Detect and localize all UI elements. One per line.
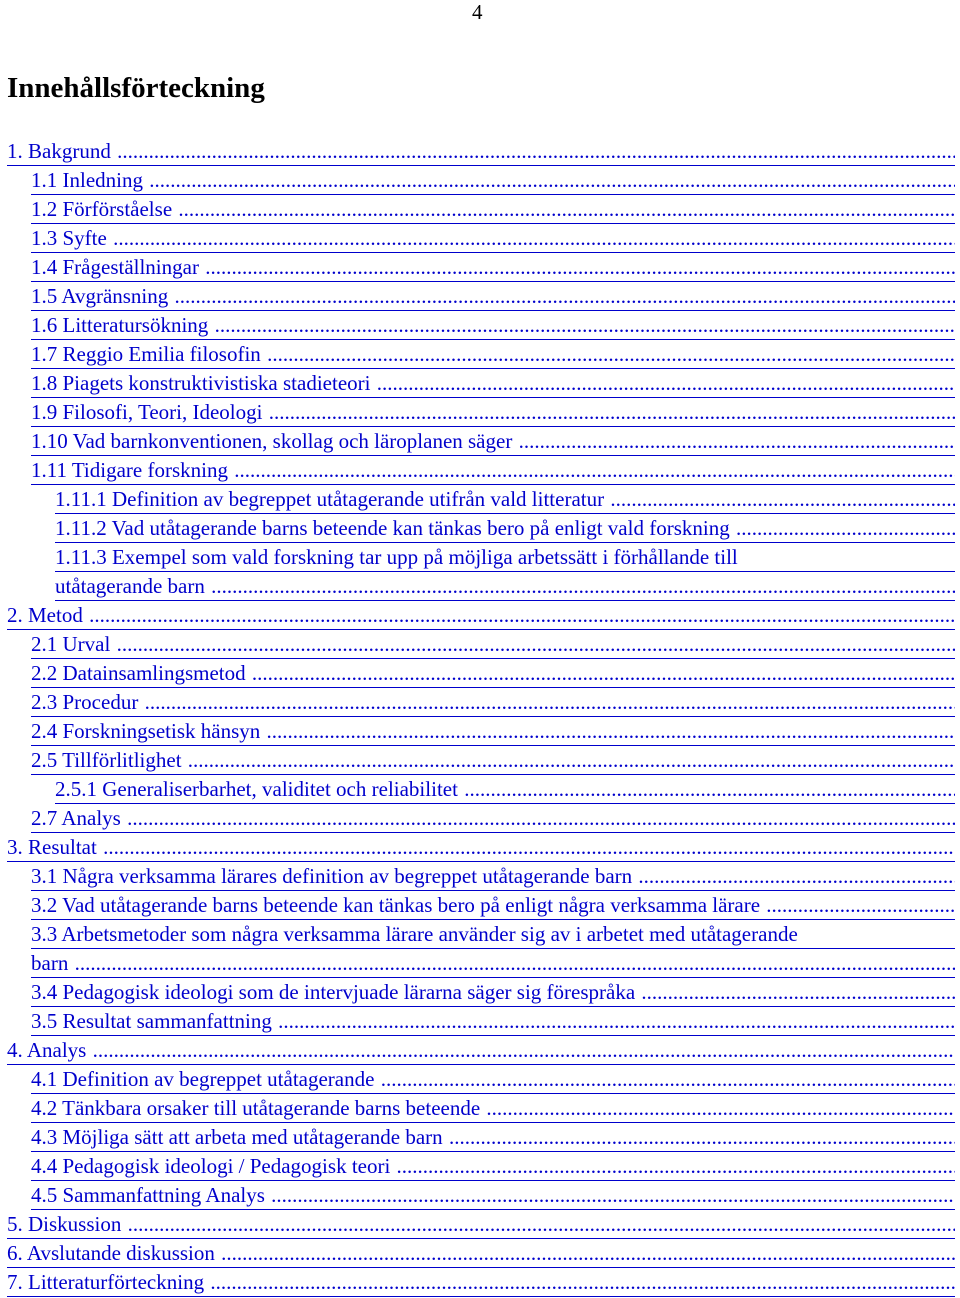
toc-entry-label: 1.6 Litteratursökning (31, 313, 209, 337)
toc-entry-label: 1.10 Vad barnkonventionen, skollag och läroplanen säger (31, 429, 513, 453)
page-number: 4 (472, 0, 483, 24)
toc-entry[interactable] (31, 1094, 955, 1123)
toc-entry-label: 2.5 Tillförlitlighet (31, 748, 182, 772)
toc-entry-label: 4.1 Definition av begreppet utåtagerande (31, 1067, 375, 1091)
toc-entry-label: 2.4 Forskningsetisk hänsyn (31, 719, 261, 743)
toc-entry[interactable] (55, 543, 955, 601)
toc-entry-label: 2.1 Urval (31, 632, 111, 656)
toc-entry[interactable] (31, 253, 955, 282)
toc-entry-label: 3. Resultat (7, 835, 97, 859)
toc-entry-label: 4.5 Sammanfattning Analys (31, 1183, 265, 1207)
toc-entry[interactable] (31, 311, 955, 340)
toc-entry-label: 2.2 Datainsamlingsmetod (31, 661, 246, 685)
toc-entry[interactable] (31, 804, 955, 833)
toc-entry[interactable] (7, 833, 955, 862)
toc-entry-label: 4.3 Möjliga sätt att arbeta med utåtagerande barn (31, 1125, 443, 1149)
toc-entry-label: 1. Bakgrund (7, 139, 111, 163)
toc-entry-label: 3.4 Pedagogisk ideologi som de intervjuade lärarna säger sig förespråka (31, 980, 636, 1004)
toc-entry[interactable] (55, 775, 955, 804)
toc-entry-label: 3.2 Vad utåtagerande barns beteende kan tänkas bero på enligt några verksamma lärare (31, 893, 761, 917)
toc-entry-label: 4. Analys (7, 1038, 87, 1062)
toc-entry[interactable] (31, 1007, 955, 1036)
toc-entry[interactable] (31, 688, 955, 717)
toc-entry[interactable] (31, 659, 955, 688)
toc-entry-label: 1.11.1 Definition av begreppet utåtagerande utifrån vald litteratur (55, 487, 605, 511)
toc-entry[interactable] (55, 485, 955, 514)
toc-entry[interactable] (31, 340, 955, 369)
toc-entry[interactable] (31, 1065, 955, 1094)
toc-entry-label: 2.5.1 Generaliserbarhet, validitet och reliabilitet (55, 777, 458, 801)
toc-entry[interactable] (7, 1268, 955, 1297)
toc-entry-label: 1.9 Filosofi, Teori, Ideologi (31, 400, 263, 424)
toc-entry-label: 6. Avslutande diskussion (7, 1241, 215, 1265)
toc-entry-label: 3.3 Arbetsmetoder som några verksamma lärare använder sig av i arbetet med utåtagerande (31, 922, 798, 946)
toc-entry[interactable] (31, 427, 955, 456)
toc-entry-label: 5. Diskussion (7, 1212, 122, 1236)
page-title: Innehållsförteckning (7, 72, 265, 104)
toc-entry[interactable] (31, 891, 955, 920)
toc-entry[interactable] (31, 746, 955, 775)
toc-entry-label: 2.3 Procedur (31, 690, 139, 714)
toc-entry-label: 4.2 Tänkbara orsaker till utåtagerande barns beteende (31, 1096, 481, 1120)
toc-entry[interactable] (31, 920, 955, 978)
toc-entry-label-continued: barn (31, 951, 69, 975)
toc-entry[interactable] (31, 1123, 955, 1152)
toc-entry-label: 1.11 Tidigare forskning (31, 458, 228, 482)
toc-entry[interactable] (31, 717, 955, 746)
toc-entry[interactable] (7, 1210, 955, 1239)
toc-entry-label: 1.11.3 Exempel som vald forskning tar upp på möjliga arbetssätt i förhållande till (55, 545, 738, 569)
toc-entry-label: 7. Litteraturförteckning (7, 1270, 205, 1294)
toc-entry[interactable] (31, 1152, 955, 1181)
toc-entry[interactable] (31, 369, 955, 398)
toc-entry-label: 3.1 Några verksamma lärares definition av begreppet utåtagerande barn (31, 864, 633, 888)
toc-entry[interactable] (31, 978, 955, 1007)
toc-entry[interactable] (31, 1181, 955, 1210)
toc-entry[interactable] (31, 282, 955, 311)
toc-entry[interactable] (7, 1036, 955, 1065)
toc-entry-label: 1.8 Piagets konstruktivistiska stadieteori (31, 371, 371, 395)
toc-entry-label: 1.5 Avgränsning (31, 284, 169, 308)
toc-entry-label: 1.1 Inledning (31, 168, 143, 192)
toc-entry-label: 1.7 Reggio Emilia filosofin (31, 342, 261, 366)
toc-entry-label: 2. Metod (7, 603, 83, 627)
toc-entry[interactable] (7, 137, 955, 166)
toc-entry[interactable] (31, 195, 955, 224)
toc-entry[interactable] (7, 1239, 955, 1268)
toc-entry-label: 1.4 Frågeställningar (31, 255, 199, 279)
toc-entry[interactable] (31, 630, 955, 659)
toc-entry-label: 1.11.2 Vad utåtagerande barns beteende kan tänkas bero på enligt vald forskning (55, 516, 730, 540)
toc-entry[interactable] (31, 224, 955, 253)
toc-entry-label: 2.7 Analys (31, 806, 121, 830)
toc-entry[interactable] (31, 166, 955, 195)
toc-entry[interactable] (31, 456, 955, 485)
toc-entry-label: 1.3 Syfte (31, 226, 107, 250)
toc-entry[interactable] (31, 398, 955, 427)
toc-entry[interactable] (55, 514, 955, 543)
toc-entry-label-continued: utåtagerande barn (55, 574, 205, 598)
toc-entry-label: 1.2 Förförståelse (31, 197, 173, 221)
toc-entry[interactable] (31, 862, 955, 891)
toc-entry-label: 4.4 Pedagogisk ideologi / Pedagogisk teori (31, 1154, 391, 1178)
toc-entry[interactable] (7, 601, 955, 630)
toc-entry-label: 3.5 Resultat sammanfattning (31, 1009, 272, 1033)
